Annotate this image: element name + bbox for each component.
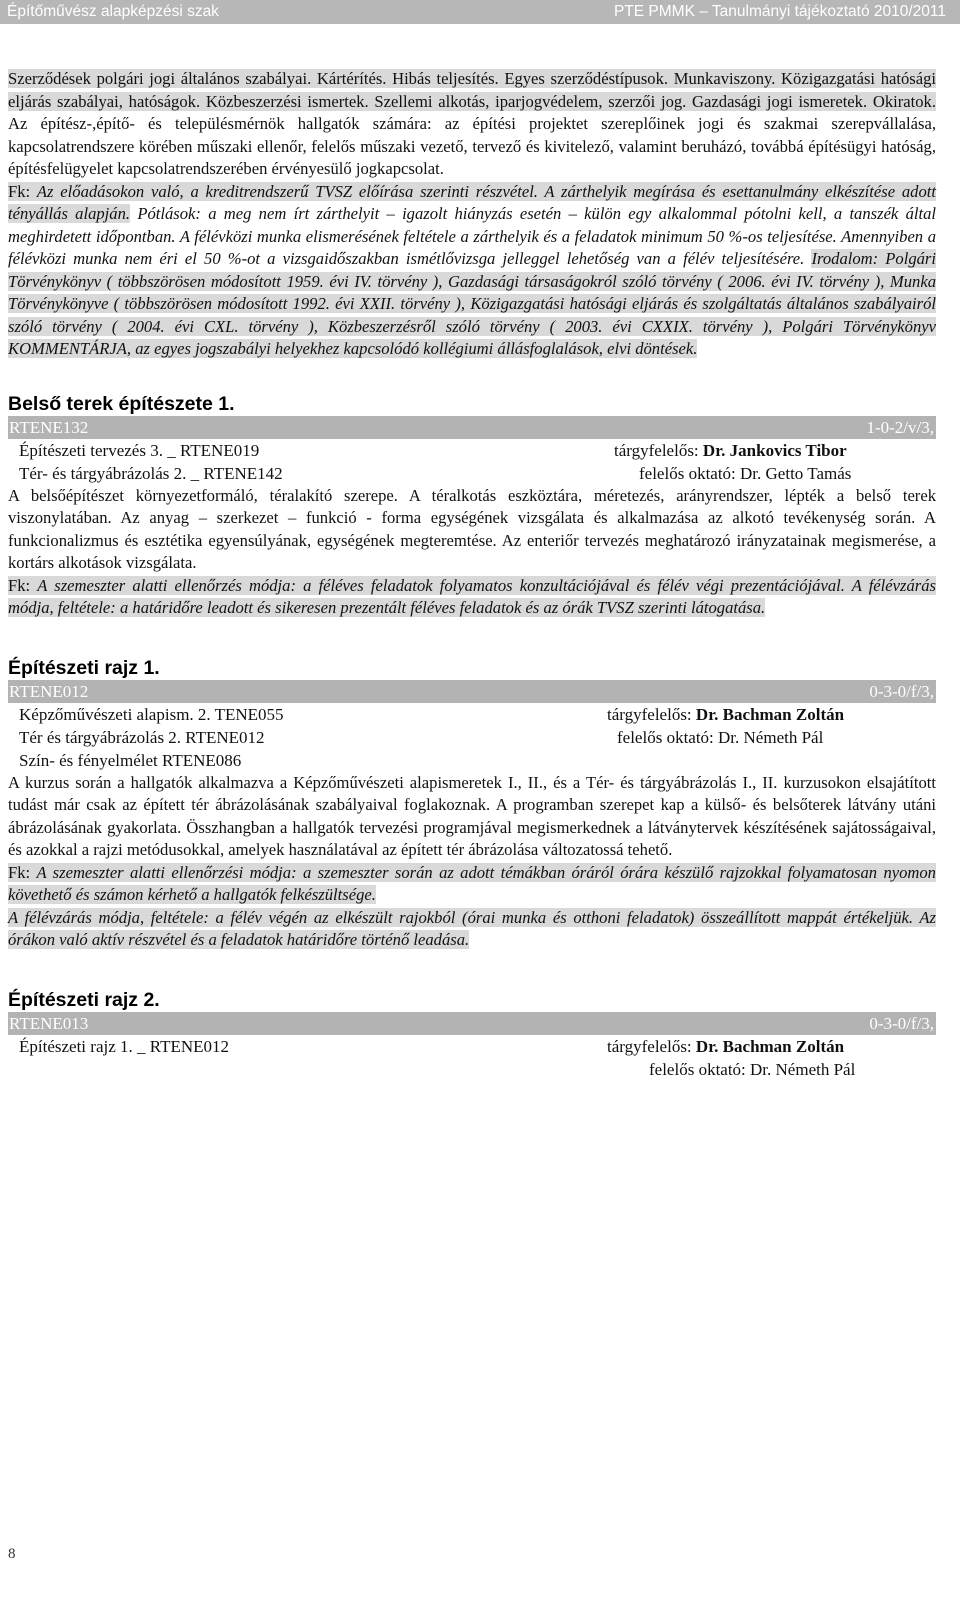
course-meta-row	[8, 726, 936, 749]
course-code-bar	[8, 680, 936, 703]
course-meta-row	[8, 462, 936, 485]
course-prerequisite: Szín- és fényelmélet RTENE086	[19, 750, 242, 770]
intro-paragraph	[8, 68, 936, 181]
course-teacher: felelős oktató: Dr. Németh Pál	[649, 1059, 856, 1079]
intro-audience: Az építész-,építő- és településmérnök hallgatók számára: az építési projektet szereplőinek jogi és szakmai szerepvállalása, kapcsolatrendszere körében műszaki ellenőr, felelős műszaki vezető, tervező és kivitelező, valamint beruházó, továbbá építésügyi hatóság, építésfelügyelet kapcsolatrendszerében érvényesülő jogkapcsolat.	[8, 114, 936, 178]
course-title: Építészeti rajz 1.	[8, 656, 160, 679]
course-description: A kurzus során a hallgatók alkalmazva a Képzőművészeti alapismeretek I., II., és a Tér- és tárgyábrázolás I., II. kurzusokon elsajátított tudást már csak az épített tér ábrázolásának szabályaival foglakoznak. A programban szerepet kap a külső- és belsőterek látvány utáni ábrázolásának gyakorlata. Összhangban a hallgatók tervezési programjával megismerkednek a látványtervek készítésének sajátosságaival, és azokkal a rajzi metódusokkal, amelyek használatával az épített tér ábrázolása változatossá tehető.	[8, 772, 936, 859]
course-credits: 1-0-2/v/3,	[866, 417, 934, 437]
course-description: A belsőépítészet környezetformáló, téralakító szerepe. A téralkotás eszköztára, méretezés, arányrendszer, lépték a belső terek viszonylatában. Az anyag – szerkezet – funkció - forma egységének vizsgálata és alkalmazása az alkotó tevékenység során. A funkcionalizmus és esztétika egyensúlyának, egységének megteremtése. Az enteriőr tervezés meghatározó irányzatainak megismerése, a kortárs alkotások vizsgálata.	[8, 485, 936, 572]
course-title: Belső terek építészete 1.	[8, 392, 235, 415]
course-code: RTENE012	[9, 681, 89, 701]
responsible-label: tárgyfelelős:	[607, 704, 696, 724]
course-credits: 0-3-0/f/3,	[869, 681, 934, 701]
course-fk-closing: A félévzárás módja, feltétele: a félév végén az elkészült rajokból (órai munka és otthoni feladatok) összeállított mappát értékeljük. Az órákon való aktív részvétel és a feladatok határidőre történő leadása.	[8, 907, 936, 949]
course-prerequisite: Építészeti rajz 1. _ RTENE012	[19, 1036, 230, 1056]
course-code-bar	[8, 1012, 936, 1035]
course-fk-text: A szemeszter alatti ellenőrzési módja: a szemeszter során az adott témákban óráról órára készülő rajzokkal folyamatosan nyomon követhető és számon kérhető a hallgatók felkészültsége.	[8, 862, 936, 904]
course-credits: 0-3-0/f/3,	[869, 1013, 934, 1033]
course-responsible	[614, 439, 847, 462]
course-requirements	[8, 575, 936, 620]
course-fk-text: A szemeszter alatti ellenőrzés módja: a féléves feladatok folyamatos konzultációjával és félév végi prezentációjával. A félévzárás módja, feltétele: a határidőre leadott és sikeresen prezentált féléves feladatok és az órák TVSZ szerinti látogatása.	[8, 575, 936, 617]
responsible-name: Dr. Bachman Zoltán	[695, 704, 845, 724]
fk-label: Fk:	[8, 862, 37, 882]
course-meta-row	[8, 1035, 936, 1058]
course-title: Építészeti rajz 2.	[8, 988, 160, 1011]
header-program: Építőművész alapképzési szak	[7, 3, 219, 20]
course-responsible	[607, 1035, 844, 1058]
intro-fk-attendance: Az előadásokon való, a kreditrendszerű TVSZ előírása szerinti részvétel. A zárthelyik megírása és esettanulmány elkészítése adott tényállás alapján.	[8, 181, 936, 223]
document-body	[8, 68, 936, 1081]
course-code: RTENE013	[9, 1013, 89, 1033]
course-prerequisite: Tér és tárgyábrázolás 2. RTENE012	[19, 727, 265, 747]
course-prerequisite: Építészeti tervezés 3. _ RTENE019	[19, 440, 260, 460]
fk-label: Fk:	[8, 181, 37, 201]
course-prerequisite: Tér- és tárgyábrázolás 2. _ RTENE142	[19, 463, 283, 483]
course-code: RTENE132	[9, 417, 89, 437]
page-header	[0, 0, 960, 24]
responsible-label: tárgyfelelős:	[614, 440, 703, 460]
intro-requirements	[8, 181, 936, 361]
page-number: 8	[8, 1546, 16, 1562]
responsible-name: Dr. Bachman Zoltán	[695, 1036, 845, 1056]
intro-literature: Irodalom: Polgári Törvénykönyv ( többszörösen módosított 1959. évi IV. törvény ), Gazdasági társaságokról szóló törvény ( 2006. évi IV. törvény ), Munka Törvénykönyve ( többszörösen módosított 1992. évi XXII. törvény ), Közigazgatási hatósági eljárás és szolgáltatás általános szabályairól szóló törvény ( 2004. évi CXL. törvény ), Közbeszerzésről szóló törvény ( 2003. évi CXXIX. törvény ), Polgári Törvénykönyv KOMMENTÁRJA, az egyes jogszabályi helyekhez kapcsolódó kollégiumi állásfoglalások, elvi döntések.	[8, 249, 937, 358]
course-meta-row	[8, 439, 936, 462]
course-teacher: felelős oktató: Dr. Németh Pál	[617, 727, 824, 747]
intro-topics: Szerződések polgári jogi általános szabályai. Kártérítés. Hibás teljesítés. Egyes szerződéstípusok. Munkaviszony. Közigazgatási hatósági eljárás szabályai, hatóságok. Közbeszerzési ismertek. Szellemi alkotás, iparjogvédelem, szerzői jog. Gazdasági jogi ismeretek. Okiratok.	[8, 69, 936, 111]
header-publication: PTE PMMK – Tanulmányi tájékoztató 2010/2011	[613, 3, 946, 20]
responsible-label: tárgyfelelős:	[607, 1036, 696, 1056]
course-prerequisite: Képzőművészeti alapism. 2. TENE055	[19, 704, 284, 724]
course-responsible	[607, 703, 844, 726]
course-meta-row	[8, 703, 936, 726]
intro-fk-retakes: Pótlások: a meg nem írt zárthelyit – igazolt hiányzás esetén – külön egy alkalommal pótolni kell, a tanszék által meghirdetett időpontban. A félévközi munka elismerésének feltétele a zárthelyik és a feladatok minimum 50 %-os teljesítése. Amennyiben a félévközi munka nem éri el 50 %-ot a vizsgaidőszakban ismétlővizsga jelleggel lehetőség van a félév teljesítésére.	[8, 204, 936, 268]
course-requirements	[8, 862, 936, 907]
course-code-bar	[8, 416, 936, 439]
course-meta-row	[8, 749, 936, 772]
course-teacher: felelős oktató: Dr. Getto Tamás	[639, 463, 852, 483]
course-meta-row	[8, 1058, 936, 1081]
fk-label: Fk:	[8, 575, 38, 595]
course-closing	[8, 907, 936, 952]
responsible-name: Dr. Jankovics Tibor	[702, 440, 847, 460]
